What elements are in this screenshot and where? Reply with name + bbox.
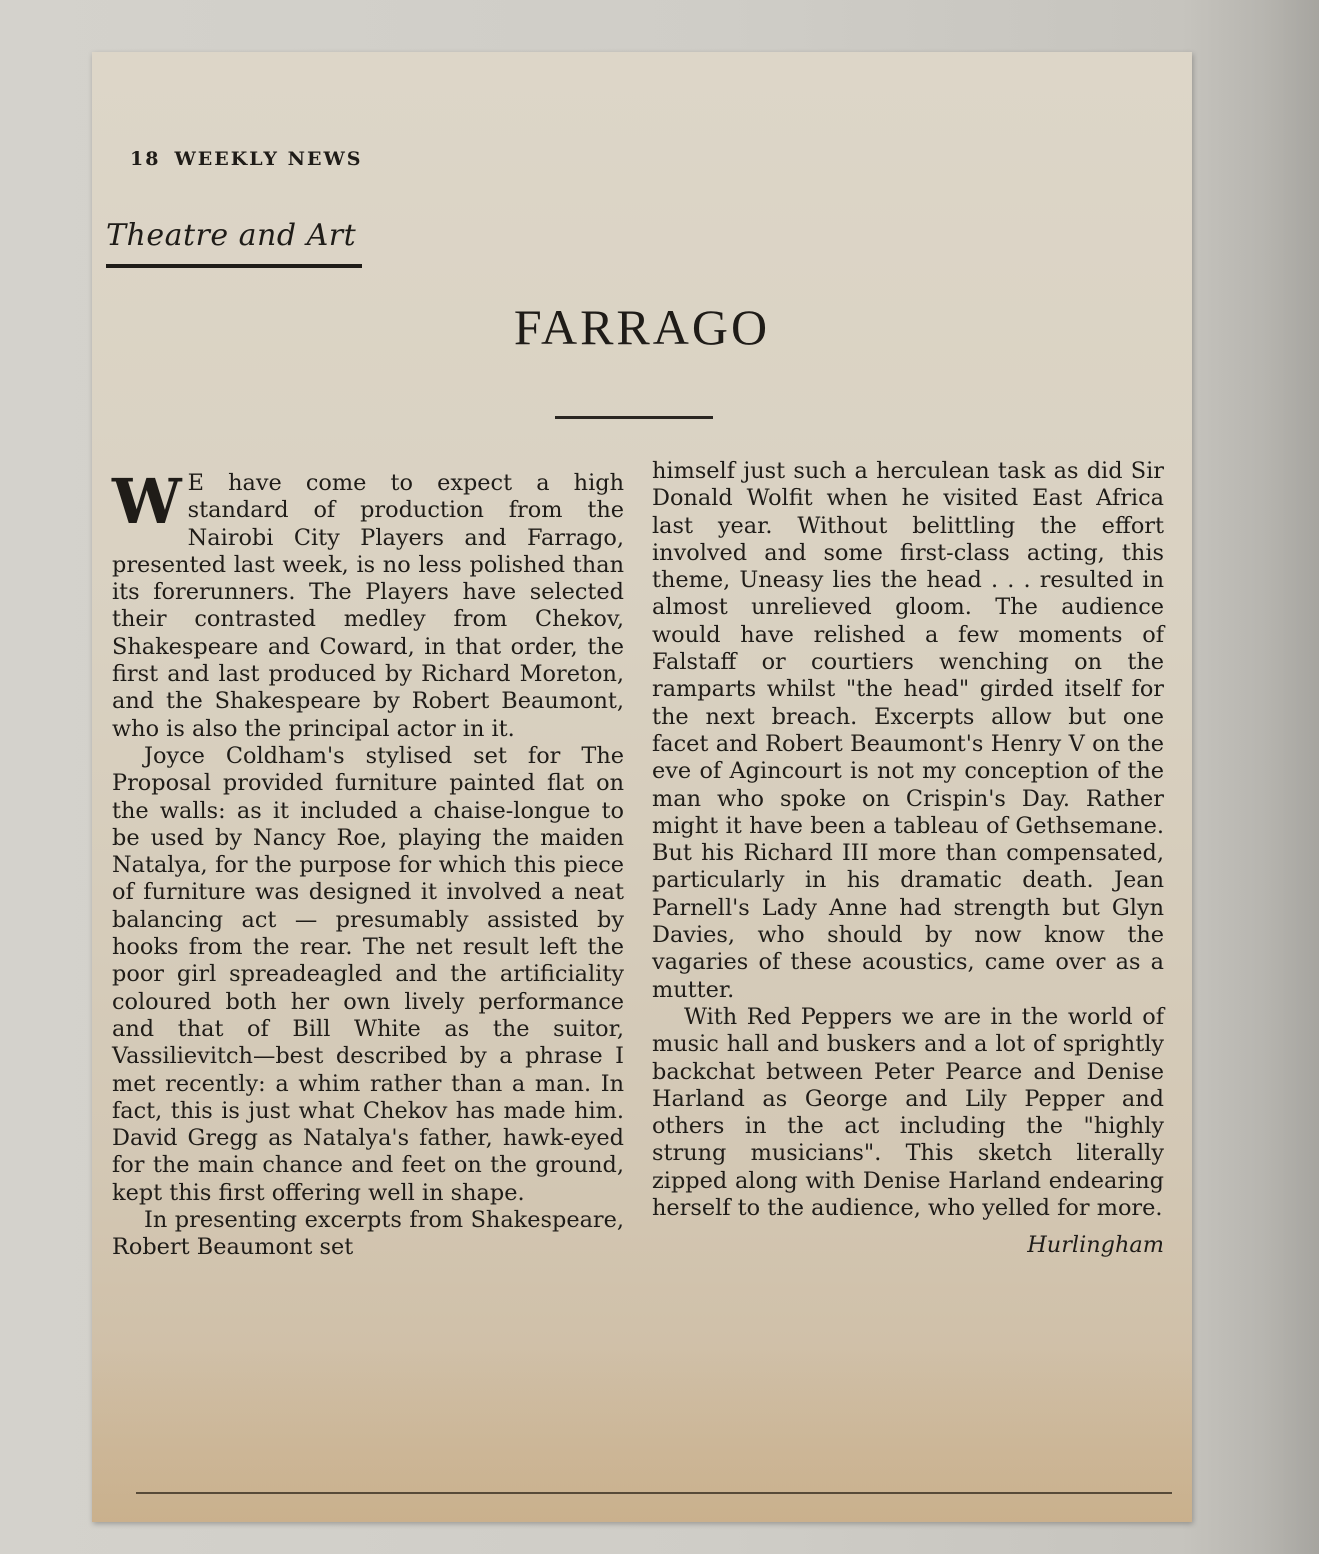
bottom-rule xyxy=(136,1492,1172,1494)
paragraph-3-continued: himself just such a herculean task as did Sir Donald Wolfit when he visited East Africa last year. Without belittling the effort involved and some first-class acting, this theme, Uneasy lies the head . . . resulted in almost unrelieved gloom. The audience would have relished a few moments of Falstaff or courtiers wenching on the ramparts whilst "the head" girded itself for the next breach. Excerpts allow but one facet and Robert Beaumont's Henry V on the eve of Agincourt is not my conception of the man who spoke on Crispin's Day. Rather might it have been a tableau of Gethsemane. But his Richard III more than compensated, particularly in his dramatic death. Jean Parnell's Lady Anne had strength but Glyn Davies, who should by now know the vagaries of these acoustics, came over as a mutter. xyxy=(652,458,1164,1003)
board-shadow xyxy=(1179,0,1319,1554)
section-underline xyxy=(106,264,362,268)
page-number: 18 xyxy=(130,148,161,170)
article-headline: FARRAGO xyxy=(513,299,771,355)
headline-rule xyxy=(555,416,713,419)
section-heading: Theatre and Art xyxy=(106,218,357,253)
page-folio xyxy=(130,148,363,170)
paragraph-1-text: E have come to expect a high standard of production from the Nairobi City Players and Farrago, presented last week, is no less polished than its forerunners. The Players have selected their contrasted medley from Chekov, Shakespeare and Coward, in that order, the first and last produced by Richard Moreton, and the Shakespeare by Robert Beaumont, who is also the principal actor in it. xyxy=(112,470,624,742)
publication-name: WEEKLY NEWS xyxy=(174,148,363,170)
article-column-right xyxy=(652,458,1164,1260)
byline: Hurlingham xyxy=(1027,1232,1164,1259)
article-column-left xyxy=(112,465,624,1262)
newspaper-clipping xyxy=(92,52,1192,1522)
paragraph-1 xyxy=(112,465,624,743)
paragraph-2: Joyce Coldham's stylised set for The Proposal provided furniture painted flat on the walls: as it included a chaise-longue to be used by Nancy Roe, playing the maiden Natalya, for the purpose for which this piece of furniture was designed it involved a neat balancing act — presumably assisted by hooks from the rear. The net result left the poor girl spreadeagled and the artificiality coloured both her own lively performance and that of Bill White as the suitor, Vassilievitch—best described by a phrase I met recently: a whim rather than a man. In fact, this is just what Chekov has made him. David Gregg as Natalya's father, hawk-eyed for the main chance and feet on the ground, kept this first offering well in shape. xyxy=(112,742,624,1206)
drop-cap: W xyxy=(112,465,182,538)
paragraph-3-start: In presenting excerpts from Shakespeare, Robert Beaumont set xyxy=(112,1207,624,1261)
paragraph-4: With Red Peppers we are in the world of music hall and buskers and a lot of sprightly backchat between Peter Pearce and Denise Harland as George and Lily Pepper and others in the act including the "highly strung musicians". This sketch literally zipped along with Denise Harland endearing herself to the audience, who yelled for more. xyxy=(652,1003,1164,1222)
